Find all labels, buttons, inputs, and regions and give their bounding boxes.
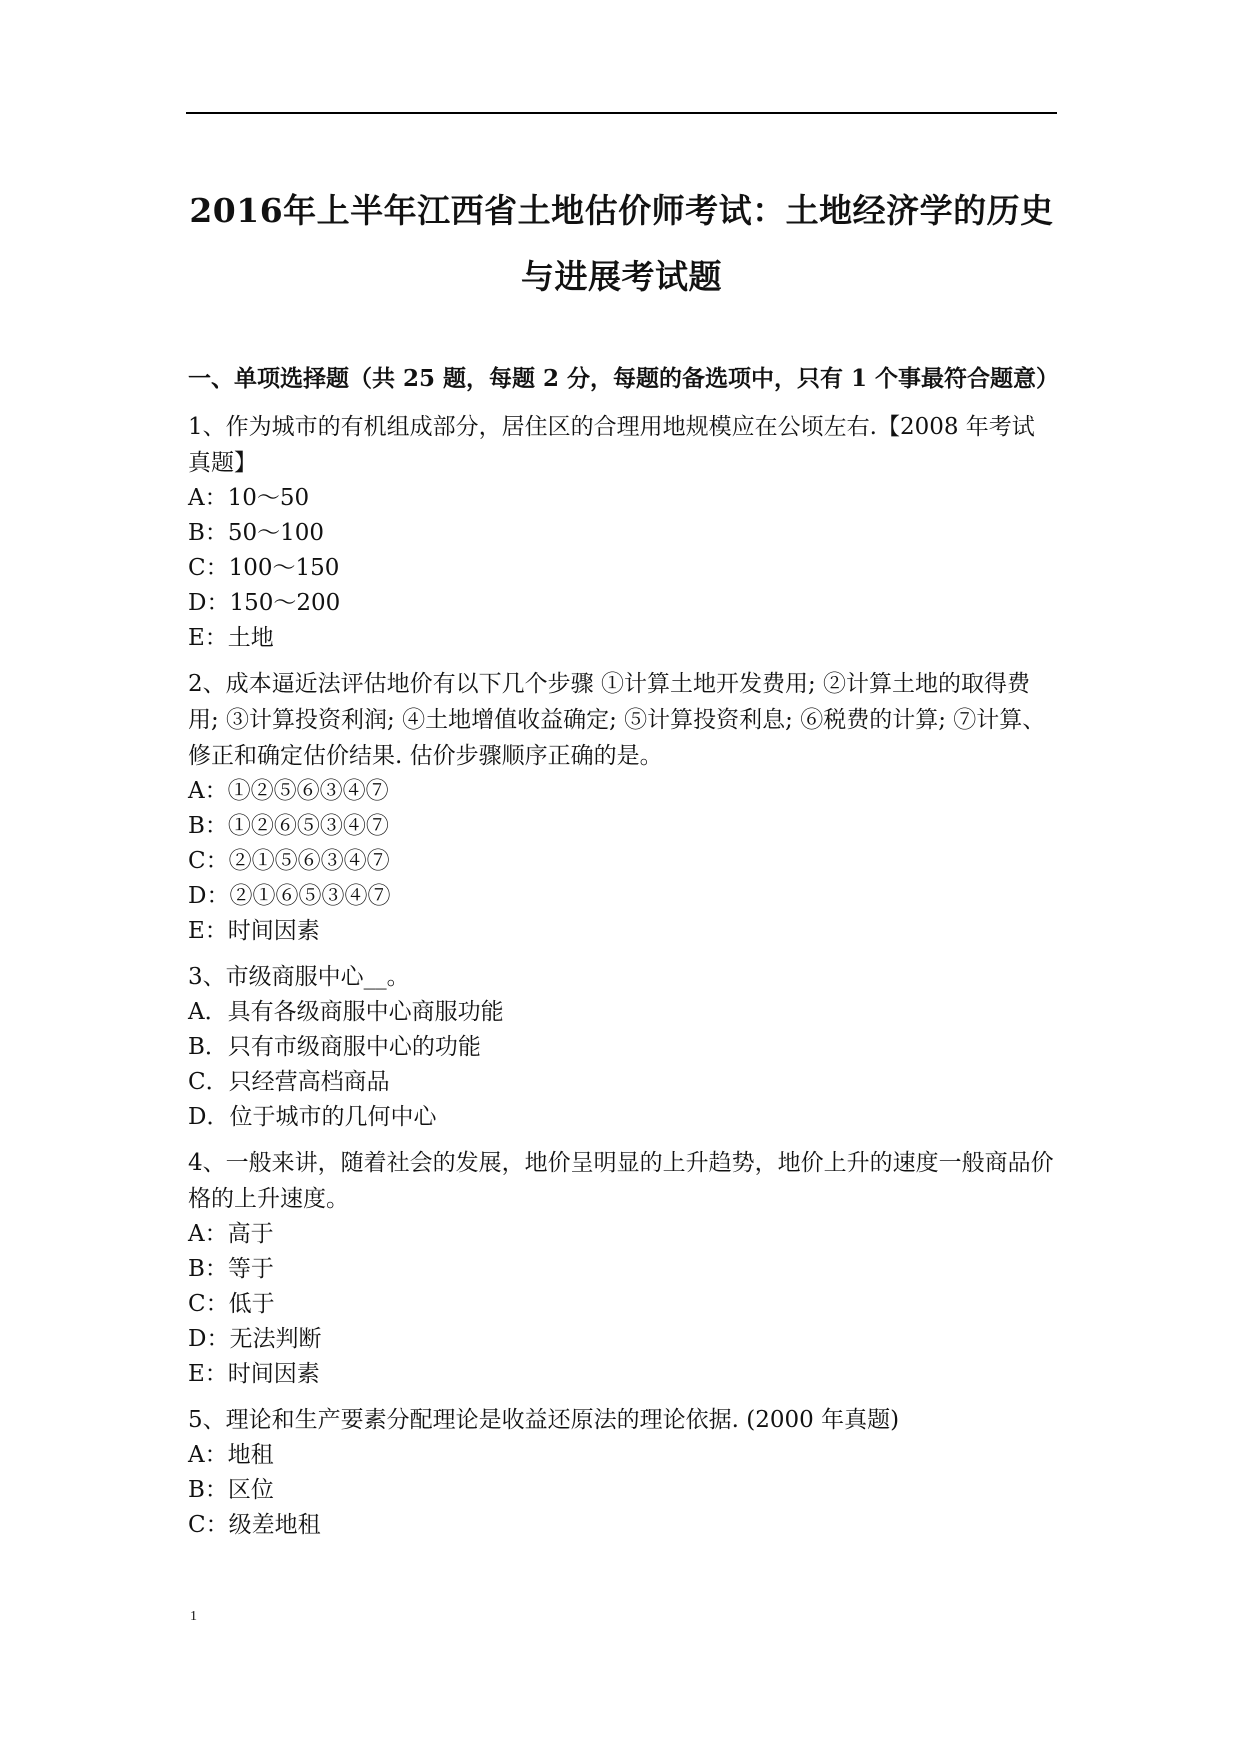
question-3 <box>188 959 1057 1135</box>
option-a: A．具有各级商服中心商服功能 <box>188 999 504 1025</box>
option-c: C：级差地租 <box>188 1512 321 1538</box>
option-d: D：150～200 <box>188 590 341 616</box>
question-5 <box>188 1402 1057 1543</box>
option-a: A：高于 <box>188 1221 274 1247</box>
option-b: B．只有市级商服中心的功能 <box>188 1034 481 1060</box>
document-title <box>186 178 1057 310</box>
option-c: C．只经营高档商品 <box>188 1069 390 1095</box>
question-4 <box>188 1145 1057 1392</box>
header-rule <box>186 112 1057 114</box>
question-2 <box>188 666 1057 949</box>
question-text: 2、成本逼近法评估地价有以下几个步骤 ①计算土地开发费用; ②计算土地的取得费用; ③计算投资利润; ④土地增值收益确定; ⑤计算投资利息; ⑥税费的计算; ⑦计算、修正和确定估价结果. 估价步骤顺序正确的是。 <box>188 671 1046 769</box>
question-text: 3、市级商服中心__。 <box>188 964 410 990</box>
option-c: C：100～150 <box>188 555 340 581</box>
option-d: D．位于城市的几何中心 <box>188 1104 437 1130</box>
option-a: A：10～50 <box>188 485 310 511</box>
question-text: 5、理论和生产要素分配理论是收益还原法的理论依据. (2000 年真题) <box>188 1407 900 1433</box>
title-line-1: 2016年上半年江西省土地估价师考试：土地经济学的历史 <box>189 191 1054 230</box>
question-1 <box>188 409 1057 656</box>
option-e: E：时间因素 <box>188 1361 320 1387</box>
exam-body <box>188 360 1060 1553</box>
option-a: A：地租 <box>188 1442 274 1468</box>
title-line-2: 与进展考试题 <box>521 257 722 296</box>
question-text: 4、一般来讲，随着社会的发展，地价呈明显的上升趋势，地价上升的速度一般商品价格的上升速度。 <box>188 1150 1054 1212</box>
option-b: B：①②⑥⑤③④⑦ <box>188 813 389 839</box>
section-heading: 一、单项选择题（共 25 题，每题 2 分，每题的备选项中，只有 1 个事最符合题意） <box>188 365 1060 392</box>
option-e: E：时间因素 <box>188 918 320 944</box>
option-e: E：土地 <box>188 625 274 651</box>
option-b: B：50～100 <box>188 520 325 546</box>
option-c: C：低于 <box>188 1291 275 1317</box>
page-number: 1 <box>190 1609 197 1624</box>
option-d: D：无法判断 <box>188 1326 322 1352</box>
option-c: C：②①⑤⑥③④⑦ <box>188 848 390 874</box>
option-b: B：区位 <box>188 1477 274 1503</box>
option-d: D：②①⑥⑤③④⑦ <box>188 883 391 909</box>
option-b: B：等于 <box>188 1256 274 1282</box>
option-a: A：①②⑤⑥③④⑦ <box>188 778 389 804</box>
question-text: 1、作为城市的有机组成部分，居住区的合理用地规模应在公顷左右.【2008 年考试真题】 <box>188 414 1035 476</box>
